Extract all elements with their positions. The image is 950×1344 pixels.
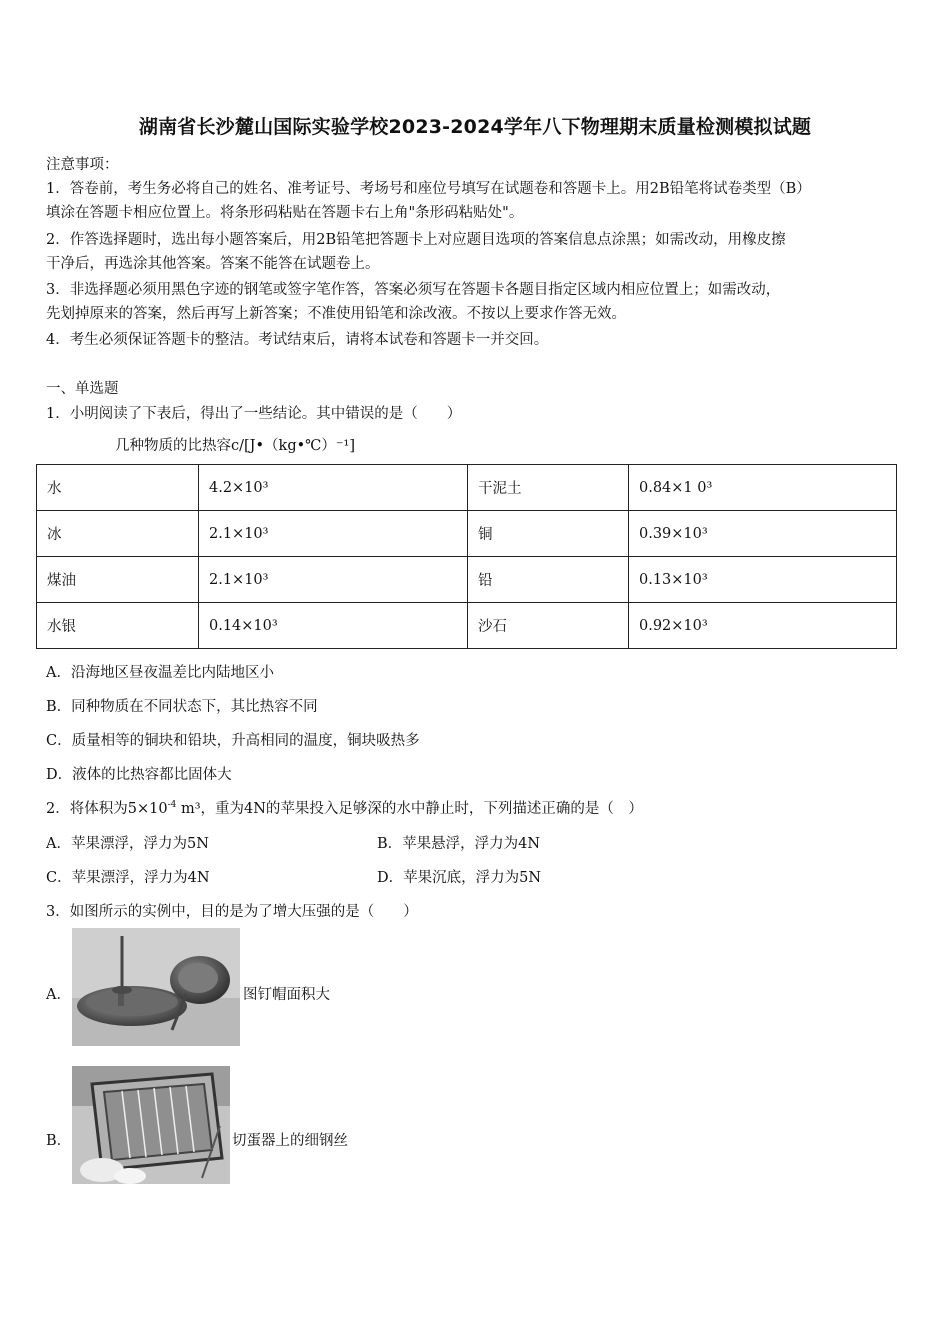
table-row xyxy=(37,557,897,603)
question-1-stem: 1．小明阅读了下表后，得出了一些结论。其中错误的是（ ） xyxy=(46,406,462,422)
specific-heat-table xyxy=(36,464,897,649)
q2-option-d: D．苹果沉底，浮力为5N xyxy=(377,870,542,886)
table-cell: 干泥土 xyxy=(468,465,629,511)
note-line: 先划掉原来的答案，然后再写上新答案；不准使用铅笔和涂改液。不按以上要求作答无效。 xyxy=(46,306,626,322)
table-row xyxy=(37,603,897,649)
exam-title: 湖南省长沙麓山国际实验学校2023-2024学年八下物理期末质量检测模拟试题 xyxy=(138,116,812,138)
thumbtack-photo xyxy=(72,928,240,1046)
table-caption: 几种物质的比热容c/[J•（kg•℃）⁻¹] xyxy=(115,438,355,454)
question-2-stem xyxy=(46,797,643,818)
table-cell: 4.2×10³ xyxy=(199,465,468,511)
q1-option-a: A．沿海地区昼夜温差比内陆地区小 xyxy=(46,665,274,681)
table-cell: 沙石 xyxy=(468,603,629,649)
q1-option-c: C．质量相等的铜块和铅块，升高相同的温度，铜块吸热多 xyxy=(46,733,420,749)
table-cell: 水 xyxy=(37,465,199,511)
q3-option-a-letter: A． xyxy=(46,987,71,1003)
table-cell: 2.1×10³ xyxy=(199,557,468,603)
q2-option-a: A．苹果漂浮，浮力为5N xyxy=(46,836,209,852)
note-line: 填涂在答题卡相应位置上。将条形码粘贴在答题卡右上角"条形码粘贴处"。 xyxy=(46,205,524,221)
table-cell: 铅 xyxy=(468,557,629,603)
q1-option-b: B．同种物质在不同状态下，其比热容不同 xyxy=(46,699,318,715)
table-cell: 煤油 xyxy=(37,557,199,603)
question-3-stem: 3．如图所示的实例中，目的是为了增大压强的是（ ） xyxy=(46,904,418,920)
notes-heading: 注意事项： xyxy=(46,157,119,173)
q3-option-b-text: 切蛋器上的细钢丝 xyxy=(232,1133,348,1149)
table-cell: 0.14×10³ xyxy=(199,603,468,649)
note-line: 3．非选择题必须用黑色字迹的钢笔或签字笔作答，答案必须写在答题卡各题目指定区域内相应位置上；如需改动， xyxy=(46,282,781,298)
table-cell: 铜 xyxy=(468,511,629,557)
table-cell: 水银 xyxy=(37,603,199,649)
note-line: 1．答卷前，考生务必将自己的姓名、准考证号、考场号和座位号填写在试题卷和答题卡上。用2B铅笔将试卷类型（B） xyxy=(46,181,811,197)
note-line: 4．考生必须保证答题卡的整洁。考试结束后，请将本试卷和答题卡一并交回。 xyxy=(46,332,549,348)
note-line: 干净后，再选涂其他答案。答案不能答在试题卷上。 xyxy=(46,256,380,272)
egg-slicer-photo xyxy=(72,1066,230,1184)
note-line: 2．作答选择题时，选出每小题答案后，用2B铅笔把答题卡上对应题目选项的答案信息点涂黑；如需改动，用橡皮擦 xyxy=(46,232,786,248)
table-cell: 冰 xyxy=(37,511,199,557)
q2-stem-exponent: -4 xyxy=(167,800,177,811)
q1-option-d: D．液体的比热容都比固体大 xyxy=(46,767,232,783)
q2-option-b: B．苹果悬浮，浮力为4N xyxy=(377,836,541,852)
table-row xyxy=(37,465,897,511)
q3-option-a-text: 图钉帽面积大 xyxy=(243,987,330,1003)
q2-stem-post: m³，重为4N的苹果投入足够深的水中静止时，下列描述正确的是（ ） xyxy=(176,801,643,817)
q3-option-b-letter: B． xyxy=(46,1133,72,1149)
section-heading: 一、单选题 xyxy=(46,381,119,397)
table-cell: 0.13×10³ xyxy=(629,557,897,603)
q2-stem-pre: 2．将体积为5×10 xyxy=(46,801,168,817)
table-cell: 2.1×10³ xyxy=(199,511,468,557)
table-cell: 0.84×1 0³ xyxy=(629,465,897,511)
table-cell: 0.92×10³ xyxy=(629,603,897,649)
table-row xyxy=(37,511,897,557)
table-cell: 0.39×10³ xyxy=(629,511,897,557)
q2-option-c: C．苹果漂浮，浮力为4N xyxy=(46,870,210,886)
